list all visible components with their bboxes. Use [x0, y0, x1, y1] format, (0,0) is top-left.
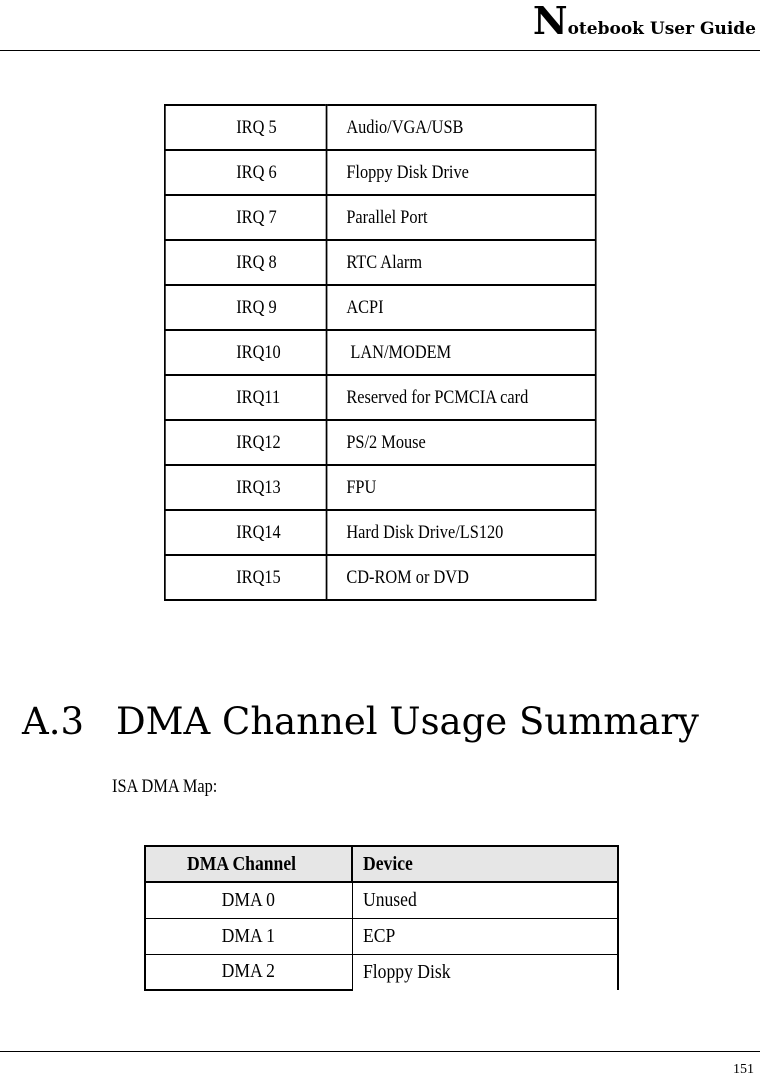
device-cell: Audio/VGA/USB — [327, 105, 596, 150]
table-row — [165, 285, 596, 330]
table-row — [165, 105, 596, 150]
page-number: 151 — [733, 1062, 754, 1077]
device-cell: FPU — [327, 465, 596, 510]
device-cell: Floppy Disk Drive — [327, 150, 596, 195]
table-row — [145, 954, 618, 990]
device-cell: Hard Disk Drive/LS120 — [327, 510, 596, 555]
table-row — [165, 240, 596, 285]
device-cell: ECP — [352, 918, 618, 954]
column-header-channel: DMA Channel — [145, 846, 352, 882]
document-title — [532, 0, 756, 43]
irq-cell: IRQ10 — [165, 330, 327, 375]
channel-cell: DMA 2 — [145, 954, 352, 990]
table-row — [165, 375, 596, 420]
channel-cell: DMA 0 — [145, 882, 352, 918]
dma-table — [144, 845, 619, 991]
channel-cell: DMA 1 — [145, 918, 352, 954]
footer-rule — [0, 1051, 760, 1052]
device-cell: LAN/MODEM — [327, 330, 596, 375]
device-cell: RTC Alarm — [327, 240, 596, 285]
irq-cell: IRQ13 — [165, 465, 327, 510]
irq-cell: IRQ14 — [165, 510, 327, 555]
irq-table — [164, 104, 597, 601]
table-row — [165, 465, 596, 510]
device-cell: Reserved for PCMCIA card — [327, 375, 596, 420]
table-row — [165, 150, 596, 195]
irq-cell: IRQ 5 — [165, 105, 327, 150]
column-header-device: Device — [352, 846, 618, 882]
table-row — [165, 195, 596, 240]
irq-cell: IRQ12 — [165, 420, 327, 465]
table-header-row — [145, 846, 618, 882]
section-number: A.3 — [22, 700, 85, 743]
device-cell: Floppy Disk — [352, 954, 618, 990]
table-row — [145, 882, 618, 918]
table-row — [165, 420, 596, 465]
section-title: DMA Channel Usage Summary — [116, 700, 699, 743]
device-cell: ACPI — [327, 285, 596, 330]
document-title-rest: otebook User Guide — [567, 19, 756, 39]
table-row — [165, 510, 596, 555]
device-cell: CD-ROM or DVD — [327, 555, 596, 600]
irq-cell: IRQ 9 — [165, 285, 327, 330]
table-row — [145, 918, 618, 954]
irq-cell: IRQ 7 — [165, 195, 327, 240]
device-cell: Parallel Port — [327, 195, 596, 240]
dma-map-label: ISA DMA Map: — [112, 776, 218, 797]
section-heading — [22, 700, 699, 743]
table-row — [165, 330, 596, 375]
device-cell: Unused — [352, 882, 618, 918]
irq-cell: IRQ15 — [165, 555, 327, 600]
page-header — [0, 0, 760, 51]
table-row — [165, 555, 596, 600]
irq-cell: IRQ11 — [165, 375, 327, 420]
device-cell: PS/2 Mouse — [327, 420, 596, 465]
document-title-initial: N — [532, 0, 568, 43]
irq-cell: IRQ 6 — [165, 150, 327, 195]
irq-cell: IRQ 8 — [165, 240, 327, 285]
